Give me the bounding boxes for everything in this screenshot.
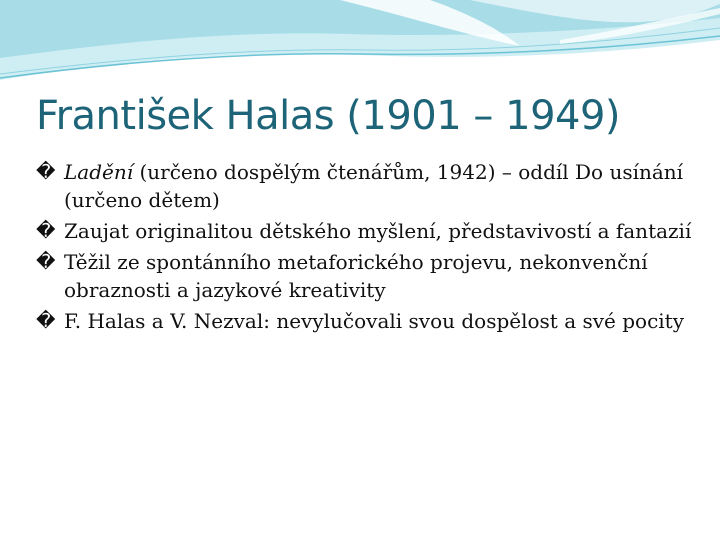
bullet-item <box>36 158 696 214</box>
bullet-text: F. Halas a V. Nezval: nevylučovali svou dospělost a své pocity <box>64 309 685 333</box>
bullet-list <box>36 158 696 338</box>
bullet-marker-icon: � <box>36 310 56 332</box>
bullet-marker-icon: � <box>36 220 56 242</box>
bullet-item <box>36 307 696 335</box>
bullet-text: Zaujat originalitou dětského myšlení, představivostí a fantazií <box>64 219 692 243</box>
bullet-marker-icon: � <box>36 251 56 273</box>
bullet-text: (určeno dospělým čtenářům, 1942) – oddíl Do usínání (určeno dětem) <box>64 160 684 212</box>
bullet-marker-icon: � <box>36 161 56 183</box>
slide-title: František Halas (1901 – 1949) <box>36 93 621 139</box>
bullet-text: Těžil ze spontánního metaforického projevu, nekonvenční obraznosti a jazykové kreativity <box>64 250 648 302</box>
bullet-item <box>36 248 696 304</box>
bullet-italic-lead: Ladění <box>64 160 134 184</box>
bullet-item <box>36 217 696 245</box>
header-wave-decoration <box>0 0 720 90</box>
